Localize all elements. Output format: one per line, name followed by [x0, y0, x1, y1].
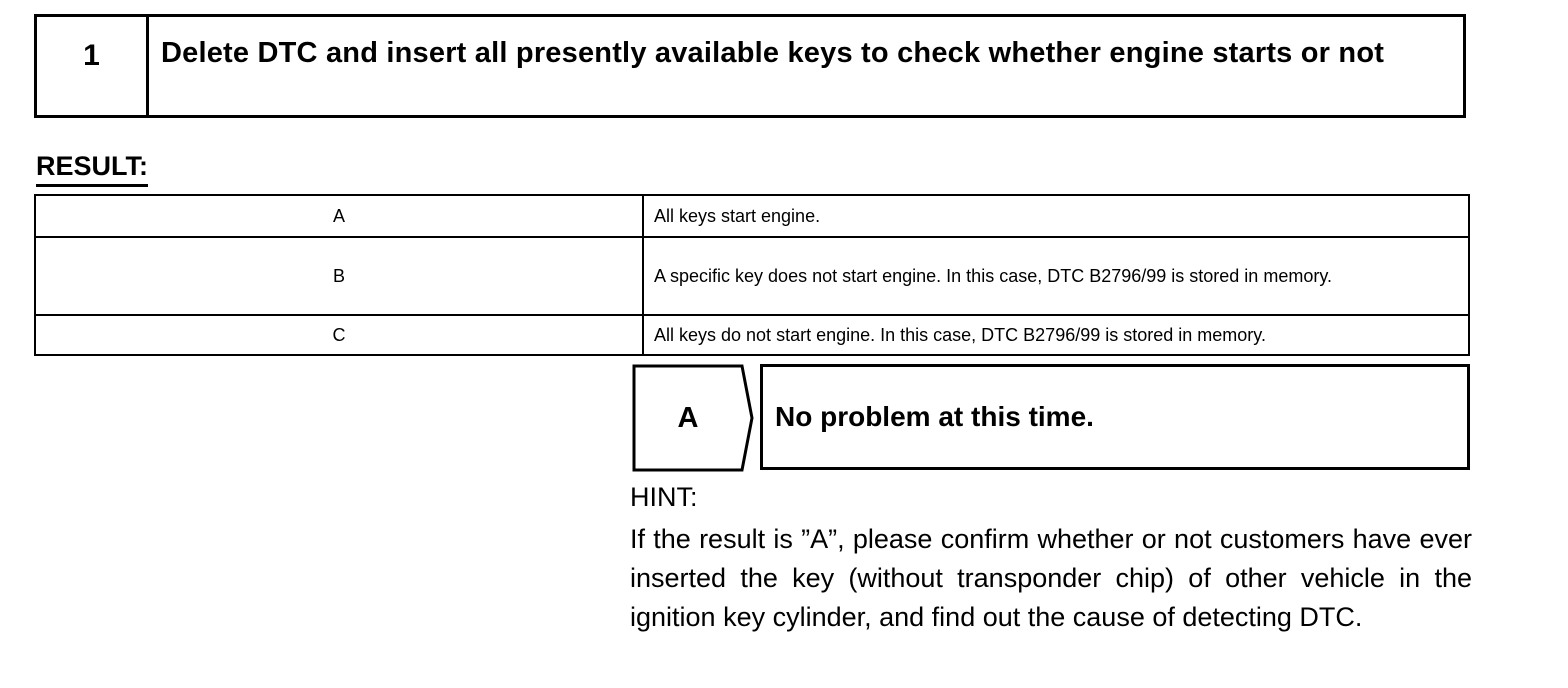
hint-label: HINT: — [630, 482, 698, 512]
result-code: C — [35, 315, 643, 355]
result-row-b — [35, 237, 1469, 315]
result-row-c — [35, 315, 1469, 355]
hint-text: If the result is ”A”, please confirm whether or not customers have ever inserted the key (without transponder chip) of other vehicle in the ignition key cylinder, and find out the cause of detecting DTC. — [630, 524, 1472, 632]
result-label: RESULT: — [36, 151, 148, 187]
step-number: 1 — [37, 17, 149, 115]
step-title: Delete DTC and insert all presently available keys to check whether engine starts or not — [161, 37, 1385, 69]
result-code: B — [35, 237, 643, 315]
step-header — [34, 14, 1466, 118]
result-description: A specific key does not start engine. In this case, DTC B2796/99 is stored in memory. — [643, 237, 1469, 315]
result-code: A — [35, 195, 643, 237]
result-description: All keys start engine. — [643, 195, 1469, 237]
result-row-a — [35, 195, 1469, 237]
result-description: All keys do not start engine. In this case, DTC B2796/99 is stored in memory. — [643, 315, 1469, 355]
branch-a-marker — [632, 364, 756, 472]
result-table — [34, 194, 1470, 356]
branch-outcome — [760, 364, 1470, 470]
branch-letter: A — [677, 401, 699, 434]
branch-outcome-text: No problem at this time. — [775, 401, 1094, 432]
